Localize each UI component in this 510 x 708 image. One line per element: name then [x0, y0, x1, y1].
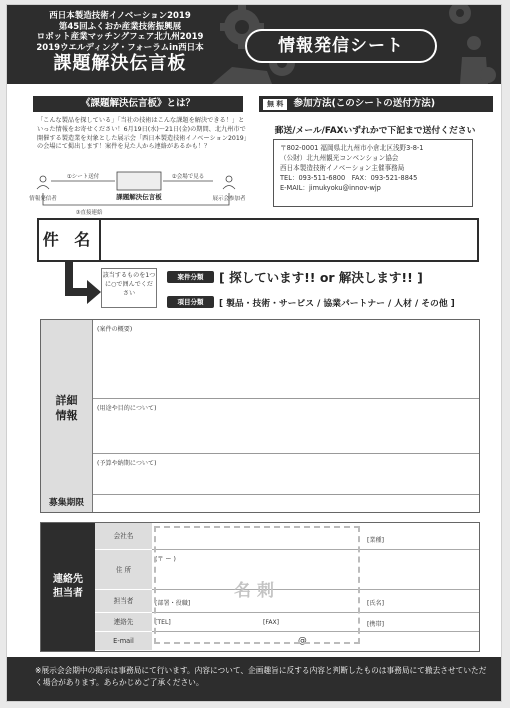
contact-label: 連絡先担当者: [41, 523, 95, 651]
flow-step1: ①シート送付: [66, 174, 100, 180]
case-category-options[interactable]: [ 探しています!! or 解決します!! ]: [219, 270, 423, 285]
business-card-area: [154, 526, 360, 644]
mobile-label: [携帯]: [367, 621, 384, 628]
summary-hint: (案件の概要): [97, 326, 133, 333]
method-title: 参加方法(このシートの送付方法): [293, 98, 436, 109]
sheet-title: 情報発信シート: [245, 29, 437, 63]
subject-field[interactable]: [37, 218, 479, 262]
circle-instruction: 該当するものを1つに○で囲んでください: [101, 268, 157, 308]
email-address: E-MAIL：jimukyoku@innov-wjp: [280, 184, 381, 192]
event-line-4: 2019ウエルディング・フォーラムin西日本: [36, 42, 204, 53]
item-category-options[interactable]: [ 製品・技術・サービス / 協業パートナー / 人材 / その他 ]: [219, 299, 455, 309]
send-instruction: 郵送/メール/FAXいずれかで下記まで送付ください: [274, 126, 476, 136]
about-description: 「こんな製品を探している」「当社の技術はこんな課題を解決できる！」といった情報をお寄せください！6月19日(水)～21日(金)の期間、北九州市で開催する製造業を対象とした展示会「西日本製造技術イノベーション2019」の会場にて掲出します！案件を見た人から連絡があるかも！？: [37, 117, 247, 151]
subject-label: 件 名: [39, 220, 101, 260]
tel-number: TEL：093-511-6800: [280, 174, 346, 182]
flow-step3: ③直接連絡: [75, 210, 103, 216]
address-line-3: 西日本製造技術イノベーション主催事務局: [280, 164, 405, 172]
address-label: 住 所: [95, 550, 152, 590]
header-banner: [7, 5, 501, 84]
at-sign: @: [298, 636, 307, 646]
budget-field[interactable]: [93, 454, 479, 495]
address-line-1: 〒802-0001 福岡県北九州市小倉北区浅野3-8-1: [280, 144, 424, 152]
flow-sender: 情報発信者: [29, 196, 57, 202]
detail-section: [40, 319, 480, 513]
item-category-tag: 項目分類: [167, 296, 214, 308]
method-title-bar: [259, 96, 493, 112]
email-label: E-mail: [95, 632, 152, 651]
purpose-field[interactable]: [93, 399, 479, 454]
about-title: 《課題解決伝言板》とは？: [33, 96, 243, 112]
event-line-2: 第45回ふくおか産業技術振興展: [58, 21, 182, 32]
info-sheet: [6, 4, 502, 702]
flow-diagram: [29, 169, 257, 219]
dept-label: [部署・役職]: [155, 600, 191, 607]
address-line-2: （公財）北九州観光コンベンション協会: [280, 154, 399, 162]
tel-label: [TEL]: [155, 619, 171, 626]
flow-center: 課題解決伝言板: [116, 193, 162, 201]
company-label: 会社名: [95, 523, 152, 550]
flow-visitor: 展示会参加者: [212, 196, 246, 202]
industry-label: [業種]: [367, 537, 384, 544]
deadline-field[interactable]: [93, 495, 479, 512]
summary-field[interactable]: [93, 320, 479, 399]
deadline-label: 募集期限: [41, 495, 93, 512]
address-box: [273, 139, 473, 207]
down-right-arrow-icon: [57, 260, 103, 320]
board-title: 課題解決伝言板: [53, 53, 187, 74]
purpose-hint: (用途や目的について): [97, 405, 157, 412]
free-badge: 無 料: [263, 99, 287, 110]
event-line-3: ロボット産業マッチングフェア北九州2019: [36, 32, 204, 42]
name-label: [氏名]: [367, 600, 384, 607]
budget-hint: (予算や納期について): [97, 460, 157, 467]
case-category-tag: 案件分類: [167, 271, 214, 283]
business-card-placeholder: 名刺: [234, 581, 280, 601]
person-label: 担当者: [95, 590, 152, 613]
fax-label: [FAX]: [263, 619, 280, 626]
event-line-1: 西日本製造技術イノベーション2019: [49, 11, 191, 21]
flow-step2: ②会場で見る: [171, 174, 205, 180]
zip-label: (〒 ー ): [155, 556, 176, 563]
footer-note: ※展示会会期中の掲示は事務局にて行います。内容について、企画趣旨に反する内容と判断したものは事務局にて撤去させていただく場合があります。あらかじめご了承ください。: [7, 657, 501, 701]
phone-label: 連絡先: [95, 613, 152, 632]
fax-number: FAX：093-521-8845: [351, 174, 418, 182]
detail-label: 詳細情報: [41, 320, 93, 495]
